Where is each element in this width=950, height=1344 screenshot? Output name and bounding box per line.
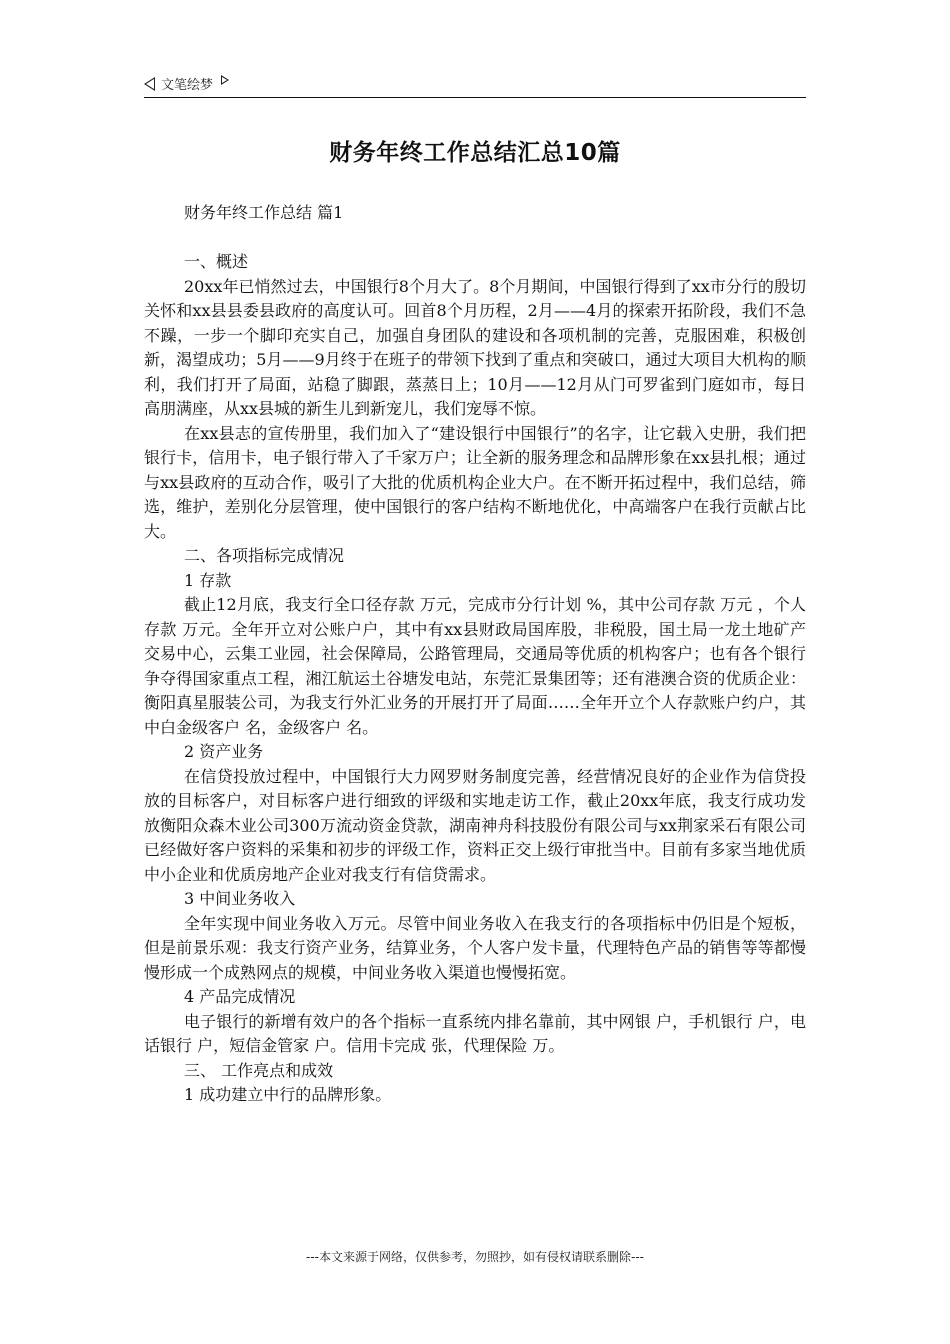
heading-overview: 一、概述 — [184, 252, 249, 271]
heading-highlights: 三、 工作亮点和成效 — [184, 1060, 334, 1080]
paragraph: 20xx年已悄然过去，中国银行8个月大了。8个月期间，中国银行得到了xx市分行的殷切关怀和xx县县委县政府的高度认可。回首8个月历程，2月——4月的探索开拓阶段，我们不急不躁，一步一个脚印充实自己，加强自身团队的建设和各项机制的完善，克服困难，积极创新，渴望成功；5月——9月终于在班子的带领下找到了重点和突破口，通过大项目大机构的顺利，我们打开了局面，站稳了脚跟，蒸蒸日上；10月——12月从门可罗雀到门庭如市，每日高朋满座，从xx县城的新生儿到新宠儿，我们宠辱不惊。 — [144, 276, 806, 418]
subheading-assets: 2 资产业务 — [184, 742, 264, 761]
document-title: 财务年终工作总结汇总10篇 — [329, 140, 621, 166]
section-subtitle: 财务年终工作总结 篇1 — [184, 203, 344, 222]
page-footer: ---本文来源于网络，仅供参考，勿照抄，如有侵权请联系删除--- — [306, 1250, 644, 1264]
paragraph: 在信贷投放过程中，中国银行大力网罗财务制度完善，经营情况良好的企业作为信贷投放的目标客户，对目标客户进行细致的评级和实地走访工作，截止20xx年底，我支行成功发放衡阳众森木业公司300万流动资金贷款，湖南神舟科技股份有限公司与xx荆家采石有限公司已经做好客户资料的采集和初步的评级工作，资料正交上级行审批当中。目前有多家当地优质中小企业和优质房地产企业对我支行有信贷需求。 — [144, 766, 806, 884]
subheading-intermediate-income: 3 中间业务收入 — [184, 889, 296, 908]
document-body — [144, 201, 806, 1108]
triangle-left-icon — [144, 77, 155, 91]
paragraph: 电子银行的新增有效户的各个指标一直系统内排名靠前，其中网银 户，手机银行 户，电话银行 户，短信金管家 户。信用卡完成 张，代理保险 万。 — [144, 1011, 806, 1055]
heading-indicators: 二、各项指标完成情况 — [184, 546, 345, 565]
paragraph: 全年实现中间业务收入万元。尽管中间业务收入在我支行的各项指标中仍旧是个短板，但是前景乐观：我支行资产业务，结算业务，个人客户发卡量，代理特色产品的销售等等都慢慢形成一个成熟网点的规模，中间业务收入渠道也慢慢拓宽。 — [144, 913, 806, 982]
subheading-deposits: 1 存款 — [184, 570, 232, 590]
paragraph: 截止12月底，我支行全口径存款 万元，完成市分行计划 %，其中公司存款 万元 ，个人存款 万元。全年开立对公账户户，其中有xx县财政局国库股，非税股，国土局一龙土地矿产交易中心，云集工业园，社会保障局，公路管理局，交通局等优质的机构客户；也有各个银行争夺得国家重点工程，湘江航运土谷塘发电站，东莞汇景集团等；还有港澳合资的优质企业：衡阳真星服装公司，为我支行外汇业务的开展打开了局面……全年开立个人存款账户约户，其中白金级客户 名，金级客户 名。 — [144, 595, 806, 737]
header-divider — [144, 97, 806, 98]
page-header — [144, 74, 806, 96]
triangle-right-icon — [221, 75, 229, 85]
subheading-brand-image: 1 成功建立中行的品牌形象。 — [184, 1085, 392, 1104]
header-brand: 文笔绘梦 — [161, 78, 214, 93]
subheading-products: 4 产品完成情况 — [184, 987, 296, 1006]
paragraph: 在xx县志的宣传册里，我们加入了“建设银行中国银行”的名字，让它载入史册，我们把银行卡，信用卡，电子银行带入了千家万户；让全新的服务理念和品牌形象在xx县扎根；通过与xx县政府的互动合作，吸引了大批的优质机构企业大户。在不断开拓过程中，我们总结，筛选，维护，差别化分层管理，使中国银行的客户结构不断地优化，中高端客户在我行贡献占比大。 — [144, 423, 806, 541]
